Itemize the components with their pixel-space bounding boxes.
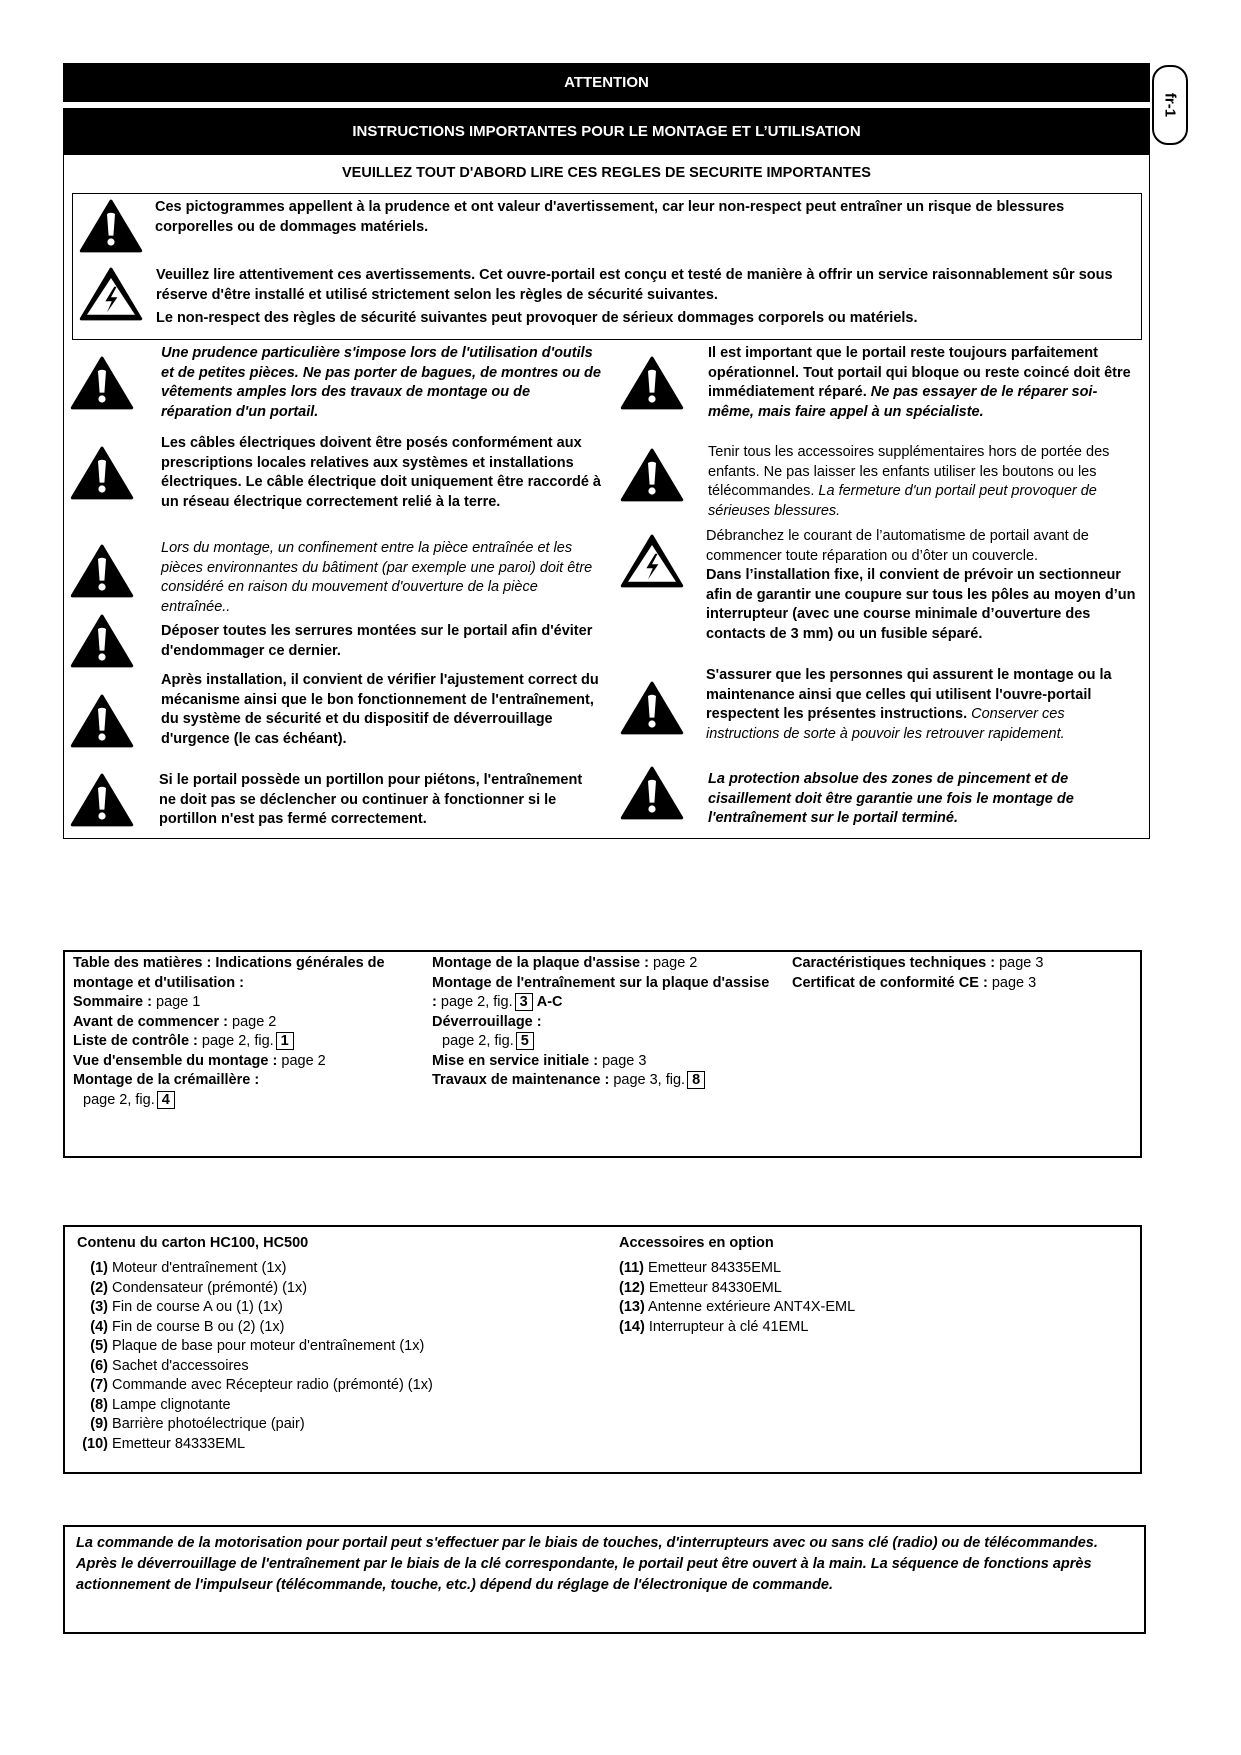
item-text: Barrière photoélectrique (pair) (112, 1416, 305, 1432)
toc-entry-page: page 3 (602, 1052, 647, 1069)
list-item (619, 1259, 1119, 1279)
read-first-heading: VEUILLEZ TOUT D'ABORD LIRE CES REGLES DE SECURITE IMPORTANTES (342, 165, 871, 181)
list-item (76, 1376, 636, 1396)
intro-paragraph-3: Le non-respect des règles de sécurité suivantes peut provoquer de sérieux dommages corporels ou matériels. (156, 310, 918, 326)
list-item (76, 1318, 636, 1338)
warning-icon (620, 350, 684, 416)
toc-entry-maintenance[interactable] (432, 1071, 777, 1091)
toc-entry-summary[interactable] (73, 993, 418, 1013)
toc-entry-page: page 2 (232, 1013, 277, 1030)
toc-entry-label: Certificat de conformité CE : (792, 974, 988, 991)
warning-icon (70, 350, 134, 416)
keep-instructions-text: Conserver ces instructions de sorte à pouvoir les retrouver rapidement. (706, 706, 1065, 742)
toc-entry-page: page 2, fig. (442, 1033, 514, 1049)
safety-warning-operational (708, 344, 1138, 422)
warning-icon (70, 767, 134, 833)
toc-entry-page: page 3 (991, 974, 1037, 991)
figure-ref-box: 8 (687, 1071, 705, 1089)
safety-warning-cables: Les câbles électriques doivent être posés conformément aux prescriptions locales relatives aux systèmes et installations électriques. Le câble électrique doit uniquement être raccordé à un réseau électrique correctement relié à la terre. (161, 435, 601, 510)
operational-text: Il est important que le portail reste toujours parfaitement opérationnel. Tout portail qui bloque ou reste coincé doit être immédiatement réparé. (708, 345, 1131, 400)
toc-entry-label: Travaux de maintenance : (432, 1072, 610, 1088)
toc-column-1 (73, 954, 418, 1110)
warning-icon (70, 440, 134, 506)
item-text: Moteur d'entraînement (1x) (112, 1260, 287, 1276)
list-item (76, 1396, 636, 1416)
optional-accessories-list (619, 1259, 1119, 1337)
item-text: Fin de course B ou (2) (1x) (112, 1318, 285, 1335)
toc-entry-base-plate[interactable] (432, 954, 777, 974)
figure-ref-suffix: A-C (536, 994, 563, 1010)
children-injury-text: La fermeture d'un portail peut provoquer de sérieuses blessures. (708, 483, 1097, 519)
toc-entry-unlock[interactable] (432, 1013, 777, 1033)
safety-warning-pinch-protection: La protection absolue des zones de pincement et de cisaillement doit être garantie une fois le montage de l'entraînement sur le portail terminé. (708, 771, 1074, 826)
persons-text: S'assurer que les personnes qui assurent le montage ou la maintenance ainsi que celles qui utilisent l'ouvre-portail respectent les présentes instructions. (706, 667, 1112, 722)
toc-entry-checklist[interactable] (73, 1032, 418, 1052)
list-item (76, 1415, 636, 1435)
safety-warning-tools: Une prudence particulière s'impose lors de l'utilisation d'outils et de petites pièces. Ne pas porter de bagues, de montres ou de vêtements amples lors des travaux de montage ou de réparation d'un portail. (161, 345, 601, 420)
item-number: (5) (90, 1338, 108, 1354)
warning-icon (620, 760, 684, 826)
toc-entry-label: Montage de l'entraînement sur la plaque d'assise : (432, 974, 770, 1010)
page-number-tab (1152, 65, 1188, 145)
toc-entry-page: page 1 (156, 994, 201, 1010)
toc-entry-label: Avant de commencer : (73, 1013, 228, 1030)
intro-paragraph-2: Veuillez lire attentivement ces avertissements. Cet ouvre-portail est conçu et testé de manière à offrir un service raisonnablement sûr sous réserve d'être installé et utilisé strictement selon les règles de sécurité suivantes. (156, 267, 1113, 303)
safety-warning-power (706, 527, 1136, 566)
figure-ref-box: 4 (157, 1091, 175, 1109)
toc-column-2 (432, 954, 777, 1091)
figure-ref-box: 3 (515, 993, 533, 1011)
control-note-text: La commande de la motorisation pour portail peut s'effectuer par le biais de touches, d'interrupteurs avec ou sans clé (radio) ou de télécommandes. Après le déverrouillage de l'entraînement par le biais de la clé correspondante, le portail peut être ouvert à la main. La séquence de fonctions après actionnement de l'impulseur (télécommande, touche, etc.) dépend du réglage de l'électronique de commande. (76, 1535, 1098, 1593)
toc-entry-technical[interactable] (792, 954, 1132, 974)
item-text: Emetteur 84330EML (648, 1279, 782, 1296)
toc-entry-label: Mise en service initiale : (432, 1052, 599, 1069)
warning-icon (70, 688, 134, 754)
list-item (76, 1279, 636, 1299)
figure-ref-box: 1 (276, 1032, 294, 1050)
item-number: (1) (90, 1260, 108, 1276)
item-number: (11) (619, 1260, 644, 1276)
toc-entry-label: Sommaire : (73, 994, 152, 1010)
safety-warning-confinement: Lors du montage, un confinement entre la pièce entraînée et les pièces environnantes du bâtiment (par exemple une paroi) doit être considéré en raison du mouvement d'ouverture de la pièce entraînée.. (161, 540, 593, 615)
item-number: (8) (90, 1396, 108, 1413)
item-text: Sachet d'accessoires (112, 1357, 249, 1374)
item-number: (13) (619, 1299, 645, 1315)
toc-entry-unlock-page (432, 1032, 777, 1052)
toc-entry-label: Déverrouillage : (432, 1013, 542, 1030)
list-item (76, 1435, 636, 1455)
electrical-hazard-icon (620, 530, 684, 592)
safety-warning-adjustment: Après installation, il convient de vérifier l'ajustement correct du mécanisme ainsi que le bon fonctionnement de l'entraînement, du système de sécurité et du dispositif de déverrouillage d'urgence (le cas échéant). (161, 672, 599, 747)
warning-icon (70, 610, 134, 672)
operational-specialist-text: Ne pas essayer de le réparer soi-même, mais faire appel à un spécialiste. (708, 384, 1098, 420)
instructions-title: INSTRUCTIONS IMPORTANTES POUR LE MONTAGE ET L’UTILISATION (352, 123, 861, 140)
list-item (76, 1259, 636, 1279)
attention-banner (63, 63, 1150, 102)
item-number: (4) (90, 1318, 108, 1335)
item-text: Plaque de base pour moteur d'entraînement (1x) (112, 1338, 425, 1354)
warning-icon (620, 442, 684, 508)
safety-warning-children (708, 443, 1138, 521)
toc-entry-rack[interactable] (73, 1071, 418, 1091)
attention-title: ATTENTION (564, 74, 649, 91)
toc-entry-startup[interactable] (432, 1052, 777, 1072)
toc-entry-page: page 2 (653, 955, 698, 971)
toc-column-3 (792, 954, 1132, 993)
item-text: Condensateur (prémonté) (1x) (112, 1279, 308, 1296)
children-text: Tenir tous les accessoires supplémentaires hors de portée des enfants. Ne pas laisser les enfants utiliser les boutons ou les télécommandes. (708, 444, 1110, 499)
item-number: (9) (90, 1416, 108, 1432)
warning-icon (79, 197, 143, 255)
toc-entry-overview[interactable] (73, 1052, 418, 1072)
list-item (619, 1298, 1119, 1318)
toc-entry-page: page 2, fig. (201, 1033, 274, 1049)
toc-entry-page: page 3, fig. (613, 1072, 686, 1088)
list-item (76, 1357, 636, 1377)
toc-entry-label: Vue d'ensemble du montage : (73, 1052, 278, 1069)
toc-entry-certificate[interactable] (792, 974, 1132, 994)
figure-ref-box: 5 (516, 1032, 534, 1050)
item-number: (12) (619, 1279, 645, 1296)
item-text: Emetteur 84335EML (648, 1260, 782, 1276)
item-text: Fin de course A ou (1) (1x) (112, 1299, 283, 1315)
item-text: Commande avec Récepteur radio (prémonté) (1x) (112, 1377, 433, 1393)
page-number: fr-1 (1161, 92, 1179, 118)
instructions-banner (63, 108, 1150, 155)
power-disconnect-text: Débranchez le courant de l’automatisme de portail avant de commencer toute réparation ou d’ôter un couvercle. (706, 528, 1089, 564)
item-number: (2) (90, 1279, 108, 1296)
toc-entry-before[interactable] (73, 1013, 418, 1033)
toc-entry-page: page 2, fig. (440, 994, 513, 1010)
box-contents-list (76, 1259, 636, 1454)
toc-entry-rack-page (73, 1091, 418, 1111)
list-item (619, 1318, 1119, 1338)
toc-entry-page: page 2, fig. (83, 1091, 155, 1108)
safety-warning-persons (706, 666, 1136, 744)
item-number: (6) (90, 1357, 108, 1374)
list-item (619, 1279, 1119, 1299)
toc-entry-label: Montage de la crémaillère : (73, 1072, 260, 1088)
safety-warning-isolator: Dans l’installation fixe, il convient de prévoir un sectionneur afin de garantir une coupure sur tous les pôles au moyen d’un interrupteur (avec une course minimale d’ouverture des contacts de 3 mm) ou un fusible séparé. (706, 567, 1136, 642)
toc-entry-drive-mount[interactable] (432, 974, 777, 1013)
electrical-hazard-icon (79, 265, 143, 323)
item-number: (3) (90, 1299, 108, 1315)
toc-entry-label: Montage de la plaque d'assise : (432, 955, 649, 971)
box-contents-title: Contenu du carton HC100, HC500 (77, 1235, 309, 1251)
toc-title: Table des matières : Indications générales de montage et d'utilisation : (73, 955, 385, 991)
item-text: Antenne extérieure ANT4X-EML (648, 1299, 856, 1315)
item-text: Interrupteur à clé 41EML (648, 1318, 809, 1335)
toc-entry-label: Liste de contrôle : (73, 1033, 198, 1049)
item-number: (7) (90, 1377, 108, 1393)
safety-warning-locks: Déposer toutes les serrures montées sur le portail afin d'éviter d'endommager ce dernier. (161, 623, 593, 659)
intro-paragraph-1: Ces pictogrammes appellent à la prudence et ont valeur d'avertissement, car leur non-respect peut entraîner un risque de blessures corporelles ou de dommages matériels. (155, 199, 1065, 235)
warning-icon (70, 538, 134, 604)
toc-entry-page: page 2 (281, 1052, 326, 1069)
item-number: (14) (619, 1318, 645, 1335)
warning-icon (620, 675, 684, 741)
list-item (76, 1298, 636, 1318)
list-item (76, 1337, 636, 1357)
item-text: Emetteur 84333EML (112, 1435, 246, 1452)
safety-warning-wicket-door: Si le portail possède un portillon pour piétons, l'entraînement ne doit pas se déclencher ou continuer à fonctionner si le portillon n'est pas fermé correctement. (159, 772, 583, 827)
item-text: Lampe clignotante (112, 1396, 231, 1413)
optional-accessories-title: Accessoires en option (619, 1235, 774, 1251)
item-number: (10) (82, 1435, 108, 1452)
toc-entry-label: Caractéristiques techniques : (792, 955, 996, 971)
toc-entry-page: page 3 (999, 955, 1044, 971)
